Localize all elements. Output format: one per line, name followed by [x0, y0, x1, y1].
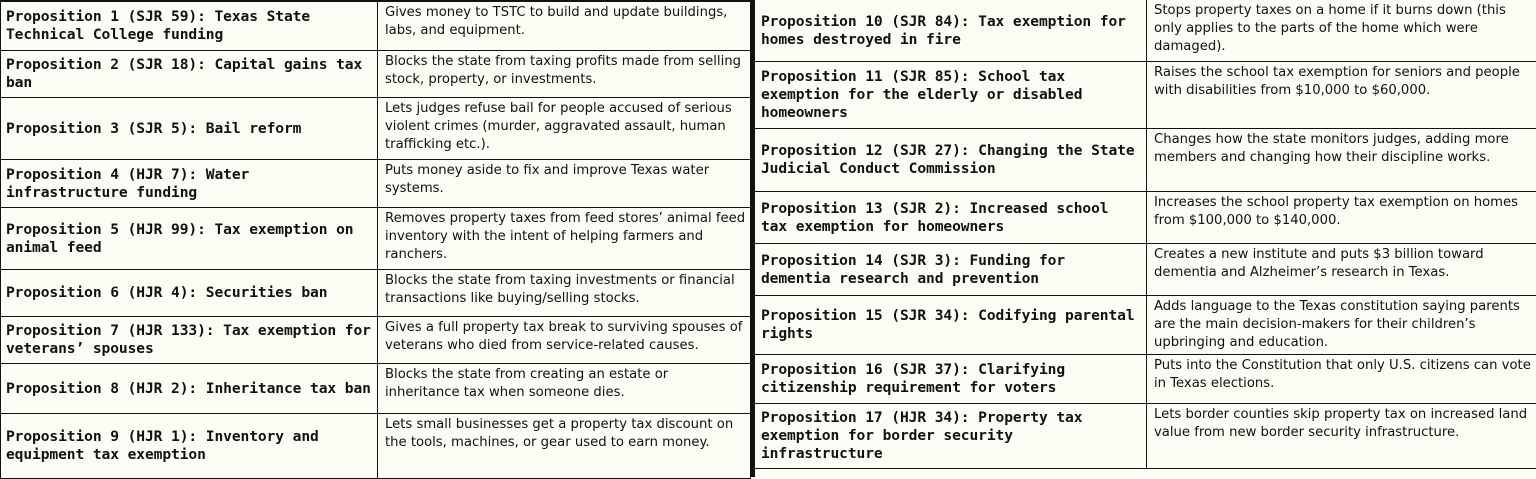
- proposition-description: Adds language to the Texas constitution saying parents are the main decision-makers for their children’s upbringing and education.: [1147, 296, 1536, 355]
- proposition-description: Blocks the state from taxing investments or financial transactions like buying/selling stocks.: [378, 270, 751, 317]
- proposition-description: Lets judges refuse bail for people accused of serious violent crimes (murder, aggravated assault, human trafficking etc.).: [378, 98, 751, 160]
- proposition-description: Gives money to TSTC to build and update buildings, labs, and equipment.: [378, 2, 751, 51]
- proposition-description: Stops property taxes on a home if it burns down (this only applies to the parts of the home which were damaged).: [1147, 0, 1536, 62]
- left-table: [0, 0, 751, 477]
- proposition-description: Creates a new institute and puts $3 billion toward dementia and Alzheimer’s research in Texas.: [1147, 244, 1536, 296]
- proposition-title: Proposition 7 (HJR 133): Tax exemption for veterans’ spouses: [0, 317, 378, 364]
- proposition-description: Gives a full property tax break to surviving spouses of veterans who died from service-related causes.: [378, 317, 751, 364]
- proposition-description: Puts money aside to fix and improve Texas water systems.: [378, 160, 751, 208]
- proposition-title: Proposition 16 (SJR 37): Clarifying citizenship requirement for voters: [755, 355, 1147, 404]
- proposition-description: Raises the school tax exemption for seniors and people with disabilities from $10,000 to $60,000.: [1147, 62, 1536, 129]
- proposition-title: Proposition 12 (SJR 27): Changing the State Judicial Conduct Commission: [755, 129, 1147, 192]
- proposition-title: Proposition 13 (SJR 2): Increased school tax exemption for homeowners: [755, 192, 1147, 244]
- proposition-title: Proposition 3 (SJR 5): Bail reform: [0, 98, 378, 160]
- proposition-title: Proposition 6 (HJR 4): Securities ban: [0, 270, 378, 317]
- proposition-description: Puts into the Constitution that only U.S. citizens can vote in Texas elections.: [1147, 355, 1536, 404]
- proposition-title: Proposition 2 (SJR 18): Capital gains tax ban: [0, 51, 378, 98]
- proposition-description: Changes how the state monitors judges, adding more members and changing how their discipline works.: [1147, 129, 1536, 192]
- proposition-description: Removes property taxes from feed stores’ animal feed inventory with the intent of helping farmers and ranchers.: [378, 208, 751, 270]
- proposition-description: Lets border counties skip property tax on increased land value from new border security infrastructure.: [1147, 404, 1536, 469]
- proposition-title: Proposition 1 (SJR 59): Texas State Technical College funding: [0, 2, 378, 51]
- proposition-title: Proposition 15 (SJR 34): Codifying parental rights: [755, 296, 1147, 355]
- proposition-title: Proposition 5 (HJR 99): Tax exemption on animal feed: [0, 208, 378, 270]
- proposition-description: Blocks the state from taxing profits made from selling stock, property, or investments.: [378, 51, 751, 98]
- proposition-description: Increases the school property tax exemption on homes from $100,000 to $140,000.: [1147, 192, 1536, 244]
- proposition-description: Lets small businesses get a property tax discount on the tools, machines, or gear used to earn money.: [378, 414, 751, 479]
- proposition-title: Proposition 11 (SJR 85): School tax exemption for the elderly or disabled homeowners: [755, 62, 1147, 129]
- proposition-title: Proposition 4 (HJR 7): Water infrastructure funding: [0, 160, 378, 208]
- proposition-title: Proposition 14 (SJR 3): Funding for dementia research and prevention: [755, 244, 1147, 296]
- proposition-title: Proposition 9 (HJR 1): Inventory and equipment tax exemption: [0, 414, 378, 479]
- proposition-title: Proposition 8 (HJR 2): Inheritance tax ban: [0, 364, 378, 414]
- proposition-title: Proposition 17 (HJR 34): Property tax exemption for border security infrastructure: [755, 404, 1147, 469]
- right-table: [755, 0, 1536, 477]
- proposition-description: Blocks the state from creating an estate or inheritance tax when someone dies.: [378, 364, 751, 414]
- proposition-title: Proposition 10 (SJR 84): Tax exemption for homes destroyed in fire: [755, 0, 1147, 62]
